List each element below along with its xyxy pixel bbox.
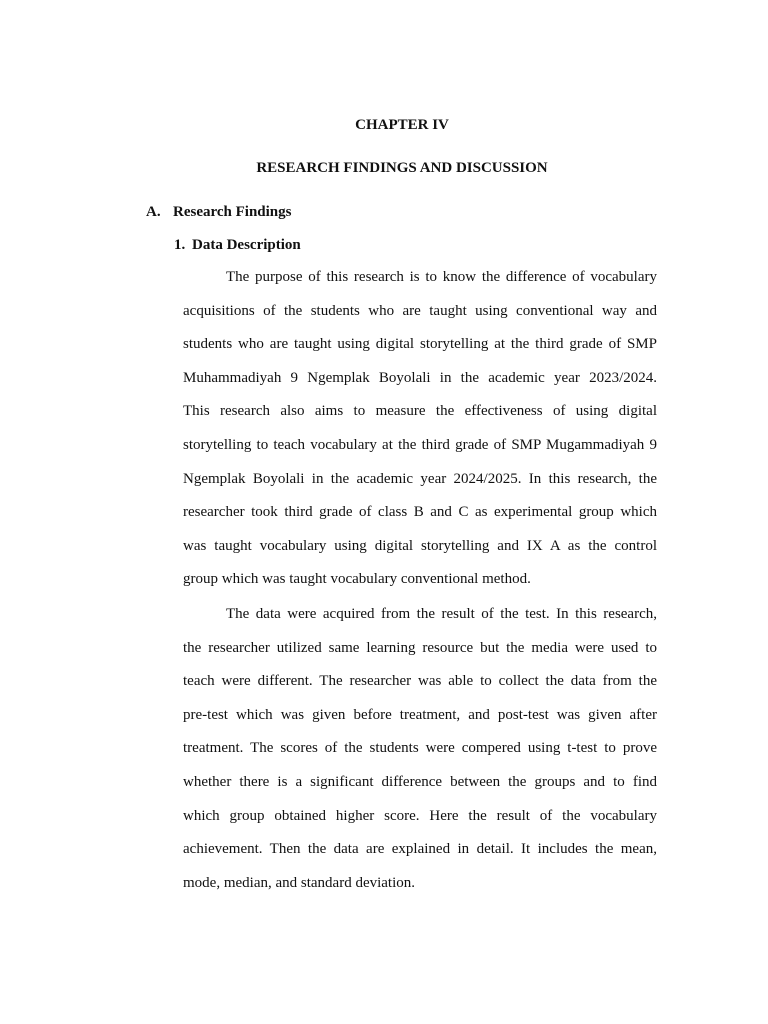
paragraph-line: students who are taught using digital storytelling at the third grade of SMP [183,336,657,353]
paragraph-line: achievement. Then the data are explained in detail. It includes the mean, [183,841,657,858]
paragraph-line: was taught vocabulary using digital storytelling and IX A as the control [183,537,657,554]
paragraph-line: which group obtained higher score. Here the result of the vocabulary [183,807,657,824]
chapter-title: CHAPTER IV [355,117,449,133]
subsection-number: 1. [174,237,186,253]
paragraph-line: group which was taught vocabulary conventional method. [183,571,531,588]
paragraph-line: acquisitions of the students who are taught using conventional way and [183,302,657,319]
paragraph-line: Ngemplak Boyolali in the academic year 2024/2025. In this research, the [183,470,657,487]
paragraph-line: The data were acquired from the result of the test. In this research, [226,606,657,622]
paragraph-line: treatment. The scores of the students were compered using t-test to prove [183,740,657,757]
paragraph-line: teach were different. The researcher was able to collect the data from the [183,673,657,690]
paragraph-line: pre-test which was given before treatment, and post-test was given after [183,706,657,723]
paragraph-line: whether there is a significant difference between the groups and to find [183,773,657,790]
paragraph-line: mode, median, and standard deviation. [183,874,416,891]
paragraph-1 [183,261,657,597]
section-number: A. [146,204,161,220]
paragraph-line: This research also aims to measure the effectiveness of using digital [183,403,657,420]
section-heading [146,203,291,221]
paragraph-line: the researcher utilized same learning resource but the media were used to [183,639,657,656]
paragraph-line: Muhammadiyah 9 Ngemplak Boyolali in the academic year 2023/2024. [183,369,657,386]
subsection-title: Data Description [192,237,301,253]
chapter-subtitle: RESEARCH FINDINGS AND DISCUSSION [256,160,548,176]
paragraph-line: The purpose of this research is to know the difference of vocabulary [226,269,657,285]
subsection-heading [174,236,301,254]
paragraph-2 [183,598,657,900]
section-title: Research Findings [173,204,292,220]
paragraph-line: storytelling to teach vocabulary at the third grade of SMP Mugammadiyah 9 [183,436,657,453]
paragraph-line: researcher took third grade of class B and C as experimental group which [183,504,657,521]
